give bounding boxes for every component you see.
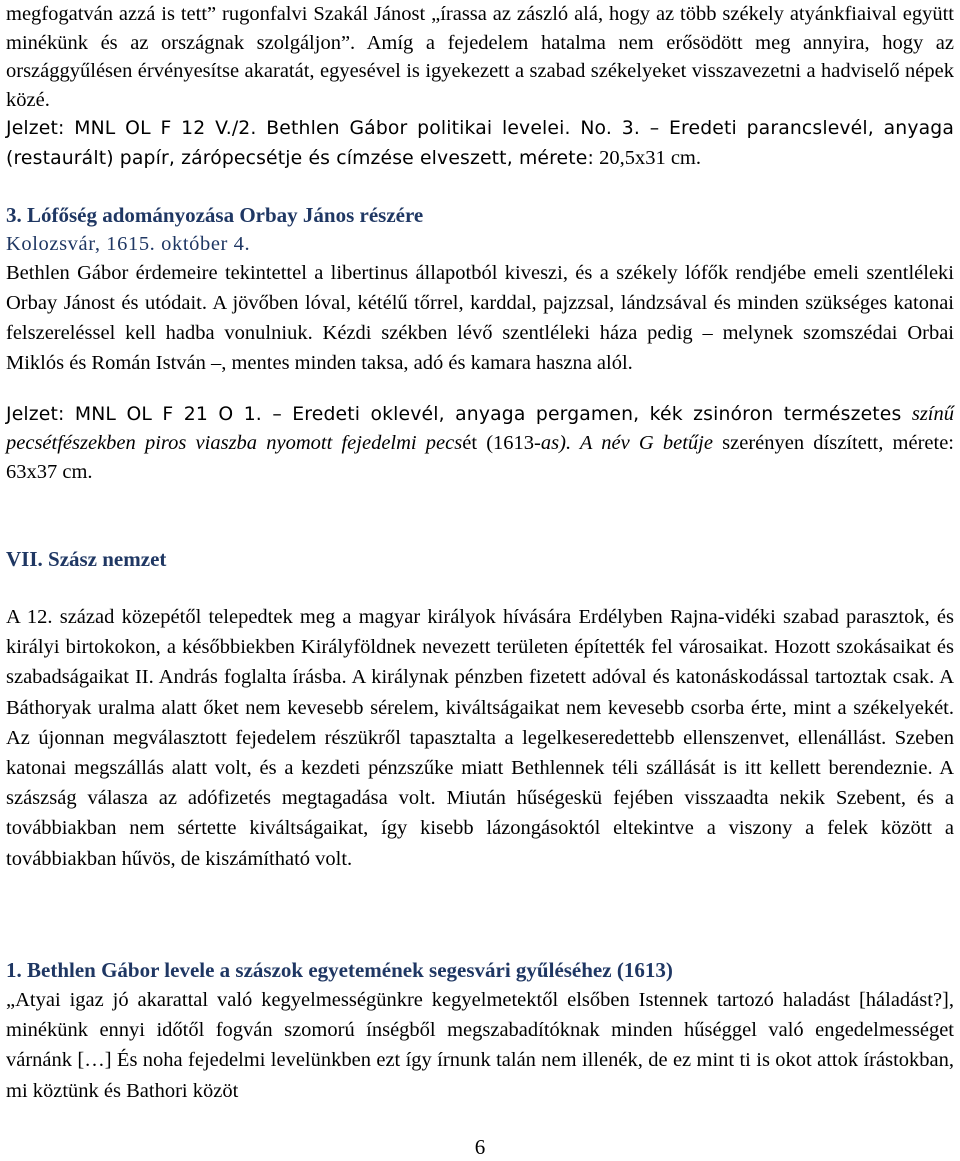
section-1-heading: 1. Bethlen Gábor levele a szászok egyetemének segesvári gyűléséhez (1613) (6, 958, 673, 982)
intro-paragraph: megfogatván azzá is tett” rugonfalvi Szakál Jánost „írassa az zászló alá, hogy az több székely atyánkfiaival együtt minékünk és az országnak szolgáljon”. Amíg a fejedelem hatalma nem erősödött meg annyira, hogy az országgyűlésen érvényesítse akaratát, egyesével is igyekezett a szabad székelyeket visszavezetni a hadviselő népek közé. (6, 3, 954, 111)
page-number: 6 (474, 1135, 486, 1159)
section-3-heading: 3. Lófőség adományozása Orbay János részére (6, 203, 424, 227)
reference-note-2 (6, 400, 954, 487)
reference-note-1-size: 20,5x31 cm. (593, 146, 701, 169)
section-3-body: Bethlen Gábor érdemeire tekintettel a libertinus állapotból kiveszi, és a székely lófők rendjébe emeli szentléleki Orbay Jánost és utódait. A jövőben lóval, kétélű tőrrel, karddal, pajzzsal, lándzsával és minden szükséges katonai felszereléssel kell hadba vonulniuk. Kézdi székben lévő szentléleki háza pedig – melynek szomszédai Orbai Miklós és Román István –, mentes minden taksa, adó és kamara haszna alól. (6, 262, 954, 374)
section-3-place-date: Kolozsvár, 1615. október 4. (6, 233, 251, 255)
reference-note-2-plain-2: szerényen díszített, mérete: 63x37 cm. (6, 432, 954, 483)
reference-note-1-sans: Jelzet: MNL OL F 12 V./2. Bethlen Gábor politikai levelei. No. 3. – Eredeti parancslevél, anyaga (restaurált) papír, zárópecsétje és címzése elveszett, mérete: (6, 118, 954, 169)
section-1-body: „Atyai igaz jó akarattal való kegyelmességünkre kegyelmetektől elsőben Istennek tartozó haladást [háladást?], minékünk ennyi időtől fogván szomorú ínségből megszabadítóknak minden hűséggel való engedelmességet várnánk […] És noha fejedelmi levelünkben ezt így írnunk talán nem illenék, de ez mint ti is okot attok írástokban, mi köztünk és Bathori közöt (6, 989, 954, 1102)
reference-note-1 (6, 115, 954, 173)
section-vii-body: A 12. század közepétől telepedtek meg a magyar királyok hívására Erdélyben Rajna-vidéki szabad parasztok, és királyi birtokokon, a későbbiekben Királyföldnek nevezett területen építették fel városaikat. Hozott szokásaikat és szabadságaikat II. András foglalta írásba. A királynak pénzben fizetett adóval és katonáskodással tartoztak csak. A Báthoryak uralma alatt őket nem kevesebb sérelem, kiváltságaikat nem kevesebb csorba érte, mint a székelyekét. Az újonnan megválasztott fejedelem részükről tapasztalta a legelkeseredettebb ellenszenvet, ellenállást. Szeben katonai megszállás alatt volt, és a kezdeti pénzszűke miatt Bethlennek téli szállását is itt kellett berendeznie. A szászság válasza az adófizetés megtagadása volt. Miután hűségeskü fejében visszaadta nekik Szebent, és a továbbiakban nem sértette kiváltságaikat, így kisebb lázongásoktól eltekintve a viszony a felek között a továbbiakban hűvös, de kiszámítható volt. (6, 606, 954, 870)
section-vii-heading: VII. Szász nemzet (6, 547, 167, 571)
reference-note-2-plain-1: ét (1613- (462, 432, 541, 454)
reference-note-2-italic-1: színű pecsétfészekben piros viaszba nyomott fejedelmi pecs (6, 403, 954, 454)
reference-note-2-sans: Jelzet: MNL OL F 21 O 1. – Eredeti oklevél, anyaga pergamen, kék zsinóron természetes (6, 404, 912, 425)
reference-note-2-italic-2: as). A név G betűje (540, 432, 713, 454)
